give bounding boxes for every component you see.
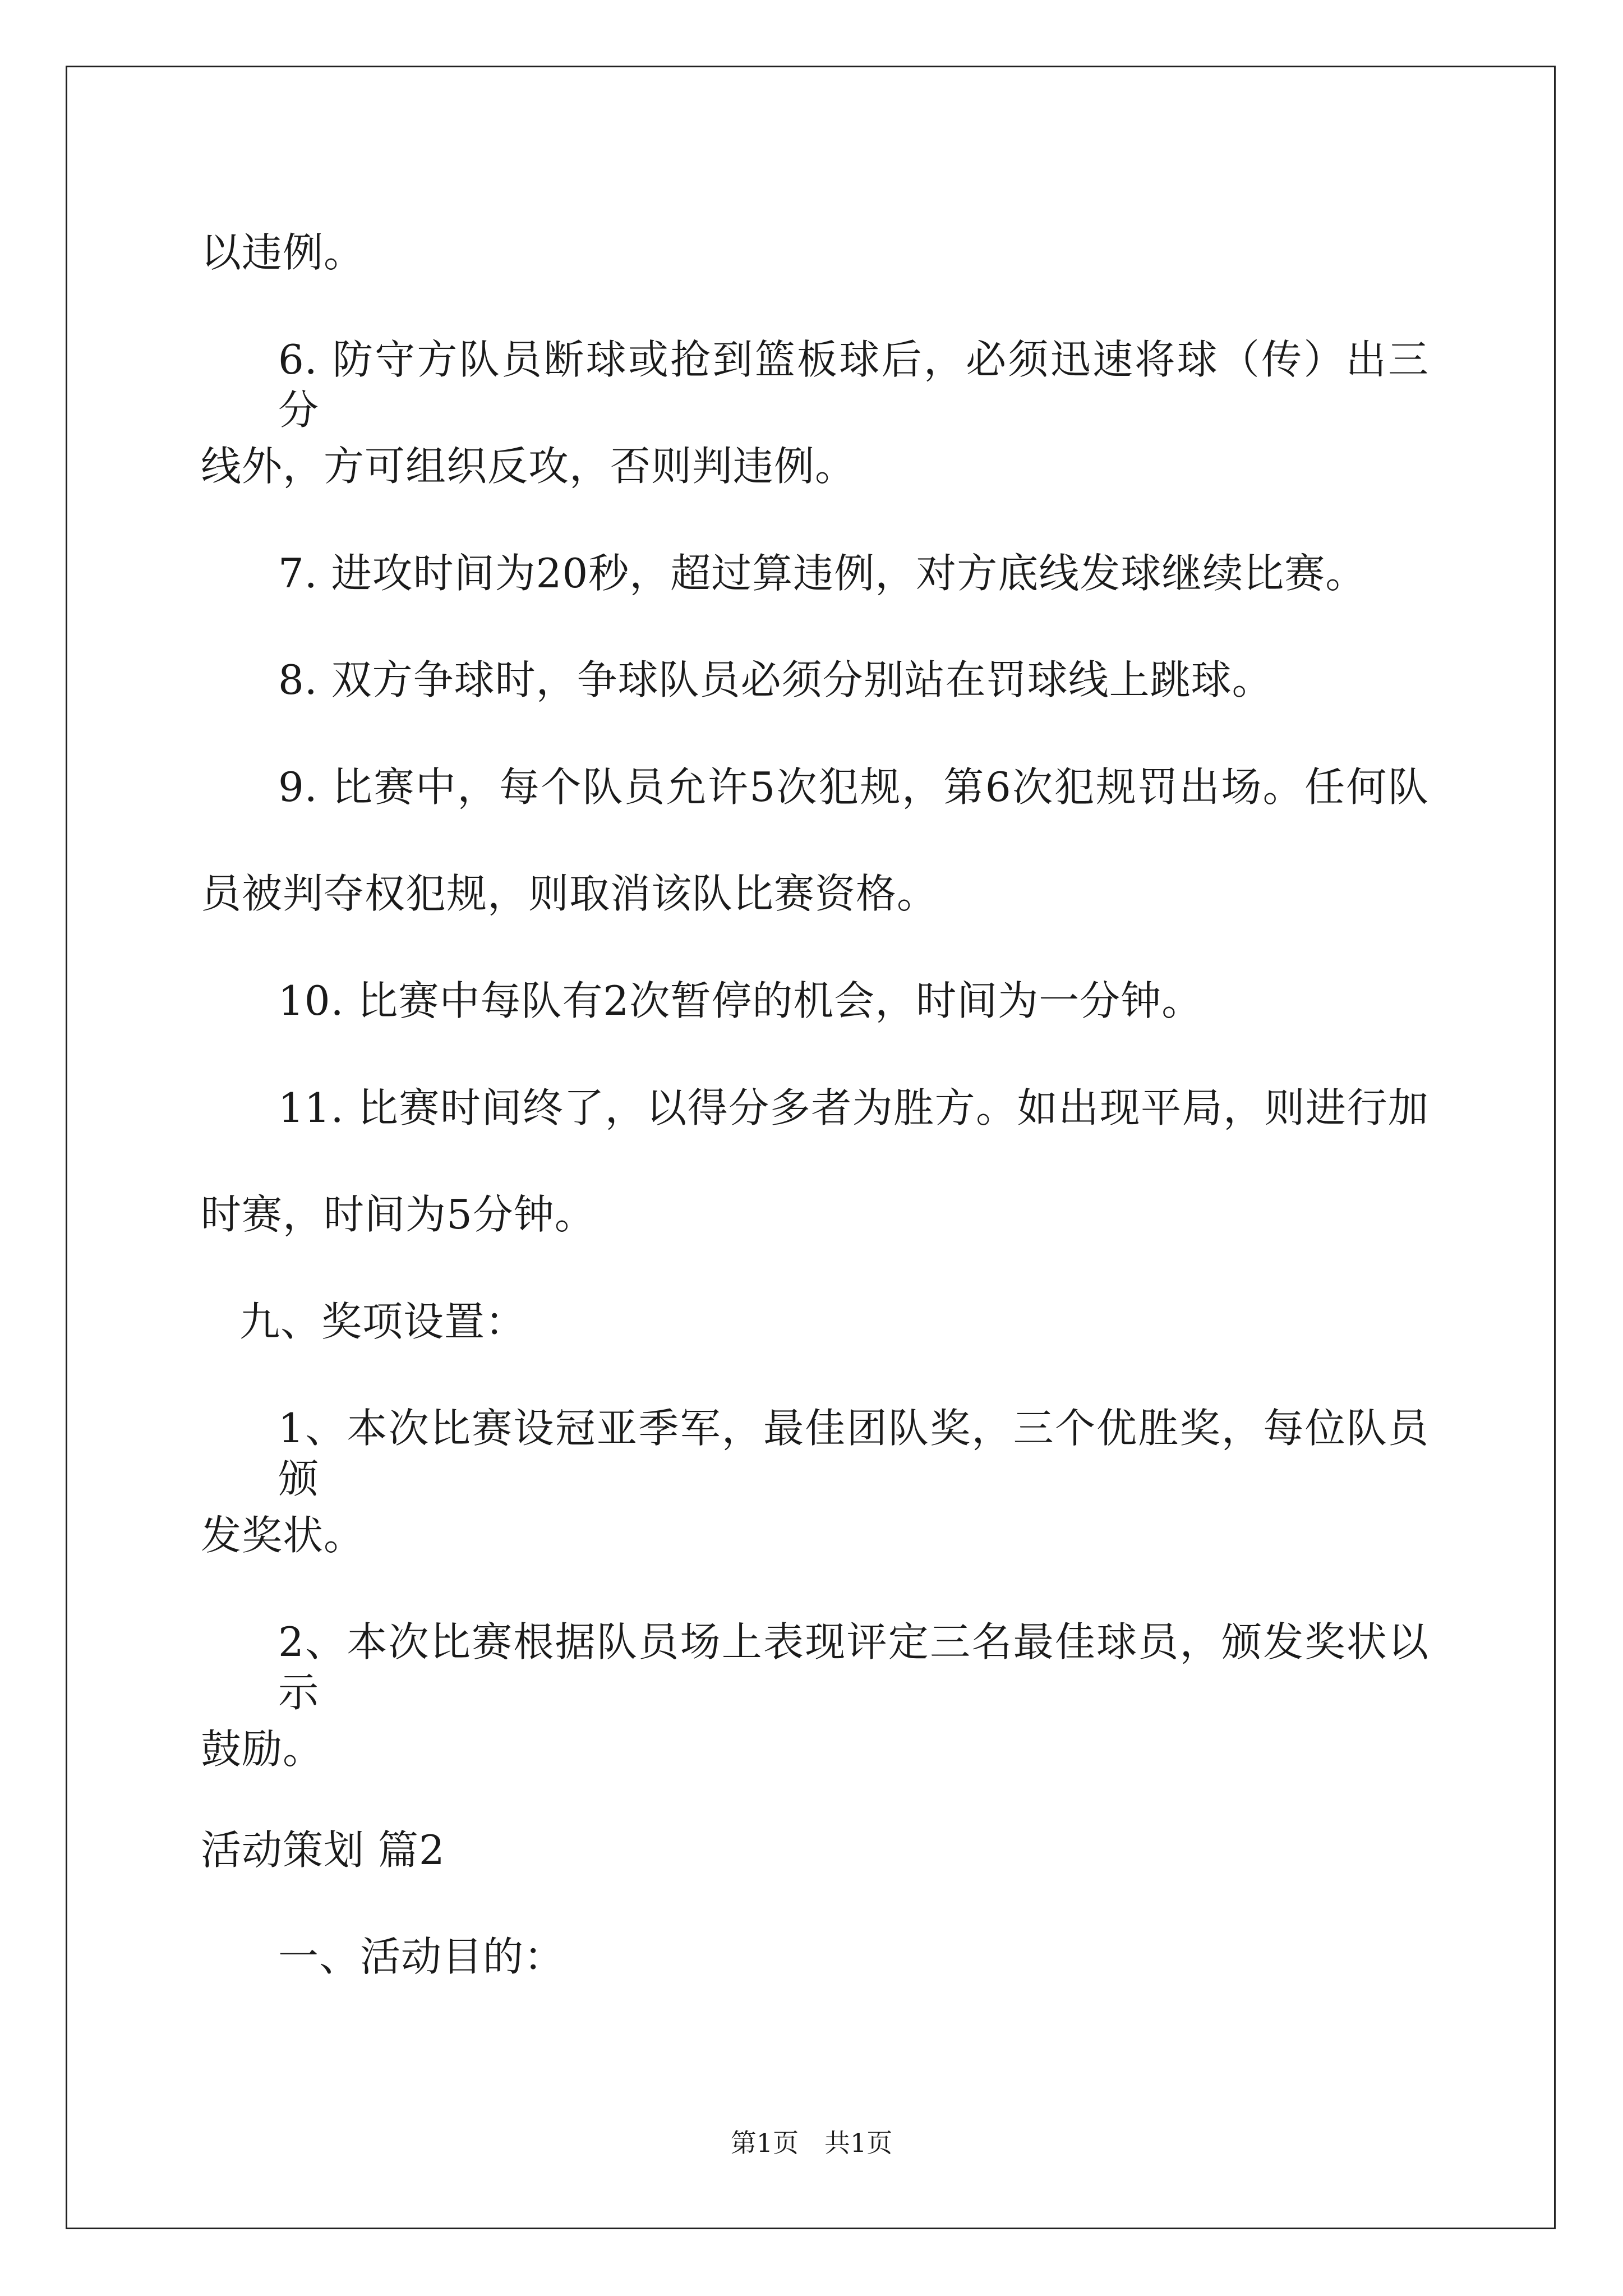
text-line: 8. 双方争球时，争球队员必须分别站在罚球线上跳球。 — [278, 656, 1273, 703]
text-line: 鼓励。 — [201, 1726, 324, 1773]
text-line: 员被判夺权犯规，则取消该队比赛资格。 — [201, 870, 938, 917]
section-heading: 九、奖项设置： — [239, 1298, 527, 1345]
section-heading: 一、活动目的： — [278, 1933, 565, 1980]
text-line: 发奖状。 — [201, 1512, 365, 1559]
text-line: 11. 比赛时间终了，以得分多者为胜方。如出现平局，则进行加 — [278, 1084, 1429, 1131]
text-line: 时赛，时间为5分钟。 — [201, 1191, 596, 1238]
page-footer: 第1页 共1页 — [730, 2128, 893, 2158]
text-line: 2、本次比赛根据队员场上表现评定三名最佳球员，颁发奖状以示 — [278, 1618, 1429, 1716]
text-line: 7. 进攻时间为20秒，超过算违例，对方底线发球继续比赛。 — [278, 550, 1367, 597]
text-line: 1、本次比赛设冠亚季军，最佳团队奖，三个优胜奖，每位队员颁 — [278, 1405, 1429, 1502]
text-line: 以违例。 — [201, 229, 365, 276]
article-title: 活动策划 篇2 — [201, 1826, 445, 1874]
text-line: 9. 比赛中，每个队员允许5次犯规，第6次犯规罚出场。任何队 — [278, 763, 1429, 811]
text-line: 线外，方可组织反攻，否则判违例。 — [201, 443, 856, 490]
text-line: 10. 比赛中每队有2次暂停的机会，时间为一分钟。 — [278, 977, 1203, 1024]
text-line: 6. 防守方队员断球或抢到篮板球后，必须迅速将球（传）出三分 — [278, 336, 1429, 434]
